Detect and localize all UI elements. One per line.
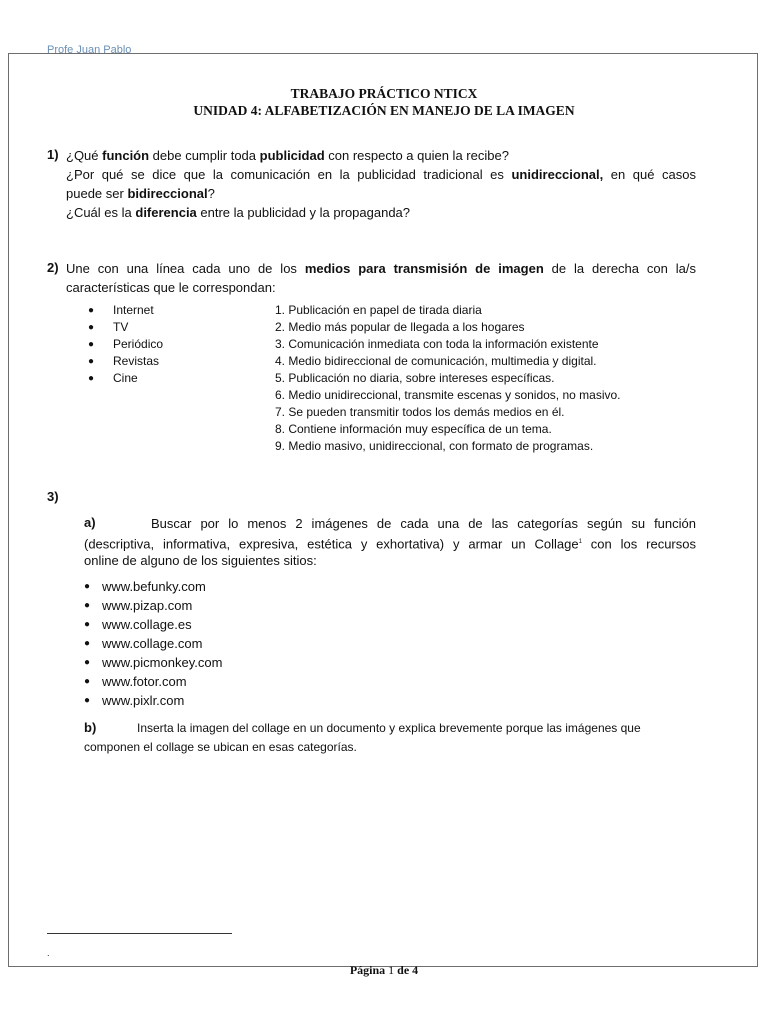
list-item: ● www.collage.es (84, 617, 192, 632)
bullet-icon: ● (88, 305, 95, 316)
question-3a-line-3: online de alguno de los siguientes sitios: (84, 553, 317, 568)
list-item: 5. Publicación no diaria, sobre intereses específicas. (275, 371, 555, 385)
question-1-line-4: ¿Cuál es la diferencia entre la publicidad y la propaganda? (66, 205, 411, 220)
list-item: 2. Medio más popular de llegada a los hogares (275, 320, 525, 334)
footnote-divider (47, 933, 232, 934)
question-1-line-1: ¿Qué función debe cumplir toda publicidad con respecto a quien la recibe? (66, 148, 509, 163)
bullet-icon: ● (88, 339, 95, 350)
list-item: 6. Medio unidireccional, transmite escenas y sonidos, no masivo. (275, 388, 621, 402)
question-2-line-1: Une con una línea cada uno de los medios para transmisión de imagen de la derecha con la/s (66, 261, 696, 276)
question-2-number: 2) (47, 260, 59, 275)
bullet-icon: ● (84, 695, 91, 706)
list-item: 7. Se pueden transmitir todos los demás medios en él. (275, 405, 565, 419)
bullet-icon: ● (84, 657, 91, 668)
question-3a-line-2: (descriptiva, informativa, expresiva, estética y exhortativa) y armar un Collage$^1$ con los recursos (84, 536, 696, 552)
document-title: TRABAJO PRÁCTICO NTICX (290, 86, 478, 101)
question-1-line-2: ¿Por qué se dice que la comunicación en la publicidad tradicional es unidireccional, en qué casos (66, 167, 697, 182)
list-item: ● Periódico (88, 337, 164, 351)
document-subtitle: UNIDAD 4: ALFABETIZACIÓN EN MANEJO DE LA IMAGEN (193, 103, 575, 118)
media-list (88, 302, 163, 387)
bullet-icon: ● (84, 619, 91, 630)
list-item: 9. Medio masivo, unidireccional, con formato de programas. (275, 439, 594, 453)
sites-list (84, 577, 222, 710)
page-footer: Página 1 de 4 (349, 963, 419, 977)
bullet-icon: ● (84, 676, 91, 687)
list-item: 8. Contiene información muy específica de un tema. (275, 422, 552, 436)
list-item: 1. Publicación en papel de tirada diaria (275, 303, 482, 317)
question-3a-label: a) (84, 515, 96, 530)
question-2-line-2: características que le correspondan: (66, 280, 276, 295)
list-item: ● www.befunky.com (84, 579, 206, 594)
question-1-line-3: puede ser bidireccional? (66, 186, 215, 201)
list-item: ● Revistas (88, 354, 160, 368)
list-item: ● TV (88, 320, 129, 334)
bullet-icon: ● (88, 322, 95, 333)
bullet-icon: ● (84, 581, 91, 592)
question-3b-label: b) (84, 720, 97, 735)
header-author: Profe Juan Pablo (47, 44, 132, 56)
list-item: ● www.collage.com (84, 636, 203, 651)
list-item: ● Cine (88, 371, 138, 385)
bullet-icon: ● (88, 356, 95, 367)
list-item: ● www.pixlr.com (84, 693, 185, 708)
list-item: ● www.fotor.com (84, 674, 187, 689)
question-3a-line-1: Buscar por lo menos 2 imágenes de cada una de las categorías según su función (151, 516, 696, 531)
question-3b-line-1: Inserta la imagen del collage en un documento y explica brevemente porque las imágenes que (137, 721, 641, 735)
footnote-text: . (47, 948, 50, 958)
question-3-number: 3) (47, 489, 59, 504)
footnote-ref: 1 (578, 539, 582, 545)
list-item: ● www.pizap.com (84, 598, 193, 613)
question-1-number: 1) (47, 147, 59, 162)
list-item: ● Internet (88, 303, 154, 317)
characteristics-list (275, 302, 621, 455)
question-3b-line-2: componen el collage se ubican en esas categorías. (84, 740, 357, 754)
list-item: 3. Comunicación inmediata con toda la información existente (275, 337, 599, 351)
list-item: ● www.picmonkey.com (84, 655, 223, 670)
list-item: 4. Medio bidireccional de comunicación, multimedia y digital. (275, 354, 597, 368)
bullet-icon: ● (84, 638, 91, 649)
bullet-icon: ● (88, 373, 95, 384)
bullet-icon: ● (84, 600, 91, 611)
